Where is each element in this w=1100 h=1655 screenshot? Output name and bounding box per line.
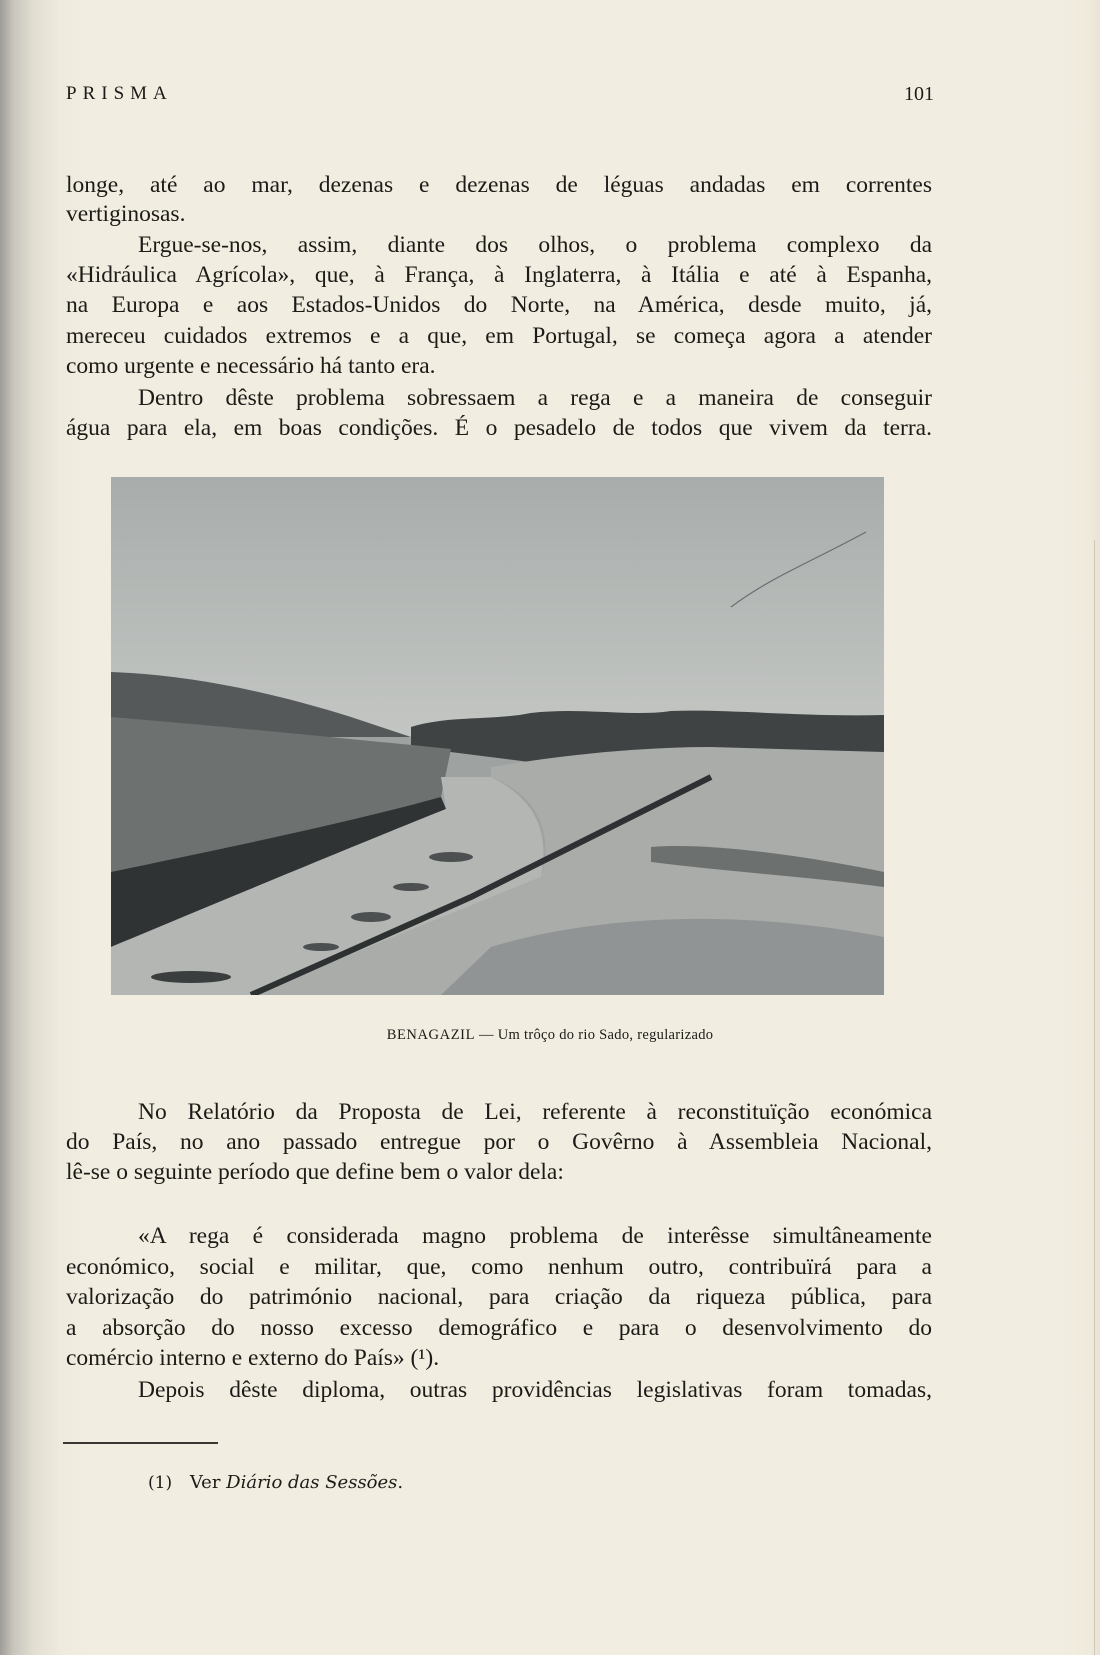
text-line: «A rega é considerada magno problema de interêsse simultâneamente xyxy=(138,1223,932,1249)
text-line: vertiginosas. xyxy=(66,201,186,227)
text-line: lê-se o seguinte período que define bem o valor dela: xyxy=(66,1159,564,1185)
text-line: na Europa e aos Estados-Unidos do Norte, na América, desde muito, já, xyxy=(66,292,932,318)
caption-place: BENAGAZIL xyxy=(386,1027,476,1043)
text-line: Depois dêste diploma, outras providências legislativas foram tomadas, xyxy=(138,1377,932,1403)
text-line: como urgente e necessário há tanto era. xyxy=(66,353,436,379)
text-line: água para ela, em boas condições. É o pesadelo de todos que vivem da terra. xyxy=(66,415,932,441)
footnote xyxy=(148,1472,403,1493)
footnote-rule xyxy=(63,1442,218,1444)
text-line: Dentro dêste problema sobressaem a rega e a maneira de conseguir xyxy=(138,385,932,411)
text-line: comércio interno e externo do País» (¹). xyxy=(66,1345,440,1371)
river-photo xyxy=(111,477,884,995)
river-photo-illustration xyxy=(111,477,884,995)
figure-caption xyxy=(0,1027,1100,1044)
footnote-title: Diário das Sessões xyxy=(226,1472,398,1493)
text-line: económico, social e militar, que, como nenhum outro, contribuïrá para a xyxy=(66,1254,932,1280)
footnote-prefix: Ver xyxy=(189,1472,221,1493)
text-line: «Hidráulica Agrícola», que, à França, à Inglaterra, à Itália e até à Espanha, xyxy=(66,262,932,288)
text-line: a absorção do nosso excesso demográfico e para o desenvolvimento do xyxy=(66,1315,932,1341)
running-title: PRISMA xyxy=(66,83,173,104)
text-line: do País, no ano passado entregue por o Govêrno à Assembleia Nacional, xyxy=(66,1129,932,1155)
text-line: No Relatório da Proposta de Lei, referente à reconstituïção económica xyxy=(138,1099,932,1125)
caption-separator: — xyxy=(478,1027,494,1043)
footnote-suffix: . xyxy=(397,1472,404,1493)
footnote-marker: (1) xyxy=(148,1473,173,1493)
text-line: longe, até ao mar, dezenas e dezenas de léguas andadas em correntes xyxy=(66,172,932,198)
text-line: mereceu cuidados extremos e a que, em Portugal, se começa agora a atender xyxy=(66,323,932,349)
text-line: valorização do património nacional, para criação da riqueza pública, para xyxy=(66,1284,932,1310)
page-number: 101 xyxy=(904,83,934,105)
page-edge-line xyxy=(1094,540,1095,1655)
text-line: Ergue-se-nos, assim, diante dos olhos, o problema complexo da xyxy=(138,232,932,258)
caption-text: Um trôço do rio Sado, regularizado xyxy=(497,1027,714,1043)
